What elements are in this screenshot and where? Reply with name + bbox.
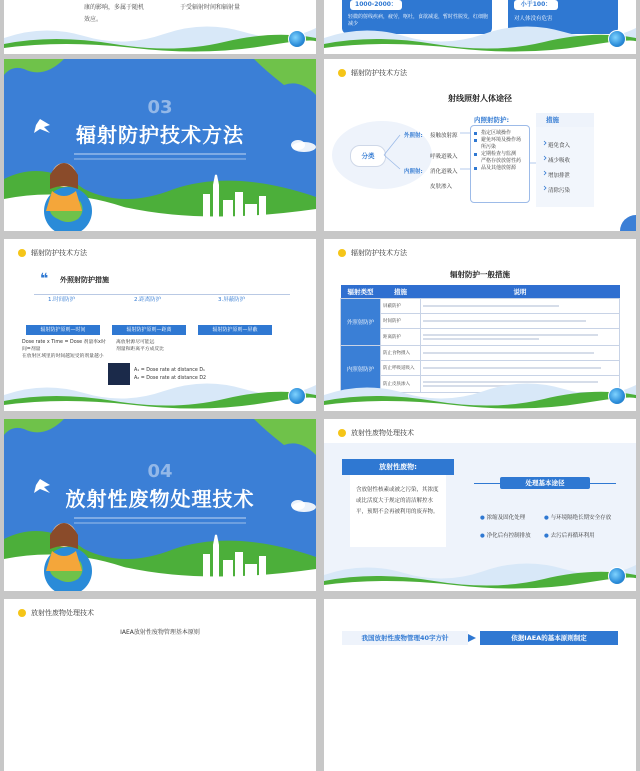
placeholder-text-line: [74, 517, 246, 519]
policy-left: 我国放射性废物管理40字方针: [342, 631, 468, 645]
placeholder-text-line: [74, 153, 246, 155]
method-cell: 屏蔽防护: [381, 299, 421, 314]
method-cell: 防止呼吸道吸入: [381, 361, 421, 376]
measure-item: 减少吸收: [548, 158, 571, 164]
internal-item: 皮肤渗入: [430, 184, 453, 190]
table-row: [341, 329, 620, 346]
bullet-item: 离放射源尽可能远: [116, 340, 155, 345]
route-item: [480, 513, 525, 521]
dose-box-left-title: 1000-2000：: [350, 0, 402, 10]
category-badge: 分类: [350, 145, 386, 167]
header-text: 辐射防护技术方法: [31, 249, 87, 257]
slide-4[interactable]: [324, 59, 636, 231]
slide-title: 辐射防护一般措施: [450, 270, 510, 279]
table-row: [341, 314, 620, 329]
table-row: [341, 299, 620, 314]
desc-cell: [421, 299, 620, 314]
bullet-item: 剂量和距离平方成反比: [116, 347, 164, 352]
policy-right: 依据IAEA的基本原则制定: [480, 631, 618, 645]
slide-1[interactable]: [4, 0, 316, 54]
method-label: 1.时间防护: [48, 297, 76, 303]
section-title: 辐射防护技术方法: [76, 123, 244, 147]
slide-header: [18, 608, 94, 618]
type-cell: 外照射防护: [341, 299, 381, 346]
arrow-right-icon: [468, 634, 476, 642]
bullet-dot-icon: [338, 429, 346, 437]
measure-title: 措施: [546, 116, 559, 124]
method-label: 3.屏蔽防护: [218, 297, 246, 303]
waste-definition: 含放射性核素或被之污染，其浓度或比活度大于规定的清洁解控水平，预期不会再被利用的废弃物。: [356, 487, 439, 515]
slide-10[interactable]: [324, 599, 636, 771]
wave-decoration: [324, 551, 636, 591]
globe-icon: [608, 387, 626, 405]
protect-item: 定期检查与监测: [481, 151, 517, 157]
col-header: 措施: [381, 285, 421, 299]
route-item: [480, 531, 531, 539]
route-item-text: 去污后再循环利用: [550, 533, 595, 539]
desc-cell: [421, 346, 620, 361]
globe-icon: [608, 567, 626, 585]
measure-item: 清除污染: [548, 188, 571, 194]
header-text: 放射性废物处理技术: [31, 609, 94, 617]
slide-6[interactable]: [324, 239, 636, 411]
table-header-row: [341, 285, 620, 299]
protect-item: 指定区域操作: [481, 130, 512, 136]
desc-cell: [421, 314, 620, 329]
measure-item: 增加排泄: [548, 173, 571, 179]
desc-cell: [421, 329, 620, 346]
type-cell: 内照射防护: [341, 346, 381, 393]
slide1-text-c: 于受辐射时间和辐射量: [180, 4, 241, 11]
bullet-circle-icon: ●: [544, 533, 549, 539]
slide-header: [338, 428, 414, 438]
col-header: 辐射类型: [341, 285, 381, 299]
route-item: [544, 531, 595, 539]
table-row: [341, 346, 620, 361]
globe-icon: [608, 30, 626, 48]
title-rule: [474, 483, 500, 484]
internal-item: 呼吸道吸入: [430, 154, 458, 160]
slide1-text-a: 康的影响，多属于随机: [84, 4, 145, 11]
bullet-circle-icon: ●: [480, 533, 485, 539]
distance-bullets: [116, 339, 200, 353]
method-cell: 时间防护: [381, 314, 421, 329]
wave-decoration: [324, 14, 636, 54]
header-text: 放射性废物处理技术: [351, 429, 414, 437]
slide-7-section[interactable]: [4, 419, 316, 591]
dose-box-right-text: 对人体没有危害: [514, 16, 553, 22]
slide1-text-b: 效应。: [84, 16, 103, 23]
bullet-item: 在放射区域里的时间越短受的剂量越小: [22, 354, 104, 359]
placeholder-text-line: [74, 158, 246, 160]
slide-9[interactable]: [4, 599, 316, 771]
protect-item: 严格存放放射性药品及其他放射源: [481, 158, 522, 171]
col-header: 说明: [421, 285, 620, 299]
principle-text: IAEA放射性废物管理基本原则: [120, 629, 200, 636]
route-item-text: 与环境隔绝长期安全存放: [550, 515, 612, 521]
measure-item: 避免食入: [548, 143, 571, 149]
route-item-text: 浓缩及固化处理: [486, 515, 526, 521]
method-label: 2.距离防护: [134, 297, 162, 303]
bullet-circle-icon: ●: [544, 515, 549, 521]
time-bullets: [22, 339, 106, 360]
slide-title: 射线照射人体途径: [448, 94, 512, 103]
slide-header: [18, 248, 87, 258]
wave-decoration: [4, 371, 316, 411]
globe-icon: [288, 387, 306, 405]
method-cell: 防止食物摄入: [381, 346, 421, 361]
bullet-dot-icon: [18, 249, 26, 257]
quote-icon: ❝: [40, 271, 49, 287]
wave-decoration: [4, 14, 316, 54]
section-number: 04: [147, 461, 173, 482]
route-title: 处理基本途径: [500, 477, 590, 489]
bullet-item: Dose rate x Time = Dose 剂量率x时间=剂量: [22, 340, 106, 352]
header-text: 辐射防护技术方法: [351, 249, 407, 257]
slide-8[interactable]: [324, 419, 636, 591]
slide-3-section[interactable]: [4, 59, 316, 231]
method-cell: 距离防护: [381, 329, 421, 346]
external-item: 接触放射源: [430, 133, 458, 139]
external-label: 外照射:: [404, 133, 423, 139]
route-item-text: 净化后有控制排放: [486, 533, 531, 539]
placeholder-text-line: [74, 522, 246, 524]
wave-decoration: [324, 371, 636, 411]
slide-header: [338, 248, 407, 258]
connector-lines: [324, 59, 636, 231]
slide-5[interactable]: [4, 239, 316, 411]
principle-bar: 辐射防护原则—距离: [112, 325, 186, 335]
route-item: [544, 513, 611, 521]
slide-subtitle: 外照射防护措施: [60, 276, 109, 284]
globe-icon: [288, 30, 306, 48]
principle-bar: 辐射防护原则—时间: [26, 325, 100, 335]
formula-line: A₂ = Dose rate at distance D2: [134, 376, 207, 381]
formula-line: A₁ = Dose rate at distance D₁: [134, 368, 205, 373]
waste-title-box: 放射性废物:: [342, 459, 454, 475]
dose-box-right-title: 小于100：: [514, 0, 558, 10]
slide-2[interactable]: [324, 0, 636, 54]
internal-item: 消化道吸入: [430, 169, 458, 175]
method-cell: 防止皮肤渗入: [381, 376, 421, 393]
protect-title: 内照射防护:: [474, 116, 510, 124]
principle-bar: 辐射防护原则—屏蔽: [198, 325, 272, 335]
bullet-dot-icon: [18, 609, 26, 617]
protect-item: 避免环境及操作场所污染: [481, 137, 522, 150]
waste-definition-box: [350, 475, 446, 547]
title-rule: [590, 483, 616, 484]
dose-box-left-text: 轻微的射线疾病，疲劳，呕吐，食欲减退，暂时性脱发，红细胞减少: [348, 14, 489, 27]
section-number: 03: [147, 97, 173, 118]
section-title: 放射性废物处理技术: [65, 487, 255, 511]
bullet-circle-icon: ●: [480, 515, 485, 521]
bullet-dot-icon: [338, 249, 346, 257]
internal-label: 内照射:: [404, 169, 423, 175]
header-text: 辐射防护技术方法: [351, 69, 407, 77]
